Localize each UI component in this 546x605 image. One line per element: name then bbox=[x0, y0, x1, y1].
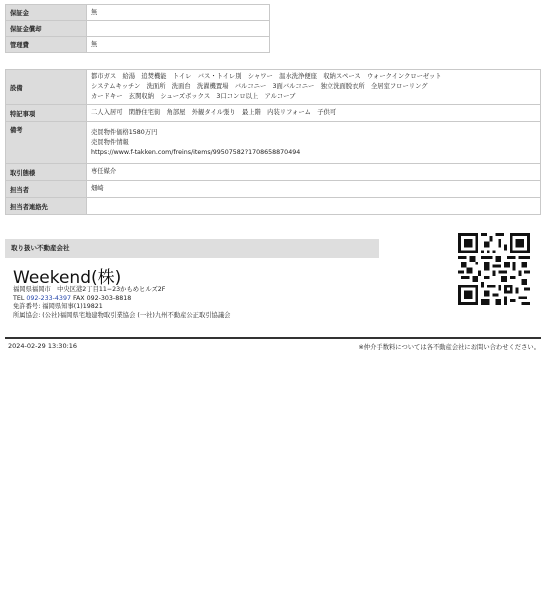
table-row bbox=[6, 181, 541, 198]
company-phone-line bbox=[13, 295, 230, 304]
row-label: 保証金償却 bbox=[6, 21, 87, 37]
table-row bbox=[6, 37, 270, 53]
company-association: 所属協会: (公社)福岡県宅地建物取引業協会 (一社)九州不動産公正取引協議会 bbox=[13, 311, 231, 319]
row-value: 無 bbox=[87, 37, 270, 53]
row-label: 管理費 bbox=[6, 37, 87, 53]
company-name: Weekend(株) bbox=[13, 268, 122, 288]
divider bbox=[5, 337, 541, 339]
phone-link[interactable]: 092-233-4397 bbox=[26, 294, 71, 302]
staff-label: 担当者 bbox=[6, 181, 87, 198]
company-info bbox=[13, 286, 230, 320]
fax-number: FAX 092-303-8818 bbox=[70, 294, 132, 302]
qr-code-icon bbox=[458, 233, 530, 305]
row-label: 保証金 bbox=[6, 5, 87, 21]
fee-table bbox=[5, 4, 270, 53]
special-label: 特記事項 bbox=[6, 105, 87, 122]
transaction-label: 取引態様 bbox=[6, 164, 87, 181]
staff-contact-label: 担当者連絡先 bbox=[6, 198, 87, 215]
table-row bbox=[6, 164, 541, 181]
equipment-line: 都市ガス 給湯 追焚機能 トイレ バス・トイレ別 シャワー 温水洗浄便座 収納スペース ウォークインクローゼット bbox=[91, 73, 442, 80]
remarks-line: 売買物件価格1580万円 bbox=[91, 128, 158, 136]
company-section-title: 取り扱い不動産会社 bbox=[5, 239, 379, 258]
details-table bbox=[5, 69, 541, 215]
special-value: 二人入居可 閑静住宅街 角部屋 外観タイル張り 最上階 内装リフォーム 子供可 bbox=[87, 105, 541, 122]
row-value bbox=[87, 21, 270, 37]
table-row bbox=[6, 5, 270, 21]
remarks-url-link[interactable]: https://www.f-takken.com/freins/items/99507582?1708658870494 bbox=[91, 148, 301, 156]
table-row bbox=[6, 105, 541, 122]
transaction-value: 専任媒介 bbox=[87, 164, 541, 181]
equipment-label: 設備 bbox=[6, 70, 87, 105]
equipment-line: システムキッチン 洗面所 洗面台 洗濯機置場 バルコニー 3面バルコニー 独立洗面脱衣所 全居室フローリング bbox=[91, 83, 428, 90]
timestamp: 2024-02-29 13:30:16 bbox=[8, 342, 78, 350]
table-row bbox=[6, 70, 541, 105]
equipment-line: カードキー 玄関収納 シューズボックス 3口コンロ以上 アルコーブ bbox=[91, 93, 296, 100]
tel-prefix: TEL bbox=[13, 294, 27, 302]
company-address: 福岡県福岡市 中央区港2丁目11−23かもめヒルズ2F bbox=[13, 286, 166, 293]
row-value: 無 bbox=[87, 5, 270, 21]
remarks-line: 売買物件情報 bbox=[91, 138, 129, 146]
remarks-label: 備考 bbox=[6, 122, 87, 164]
equipment-value bbox=[87, 70, 541, 105]
table-row bbox=[6, 122, 541, 164]
table-row bbox=[6, 198, 541, 215]
table-row bbox=[6, 21, 270, 37]
fee-notice: ※仲介手数料については各不動産会社にお問い合わせください。 bbox=[358, 344, 540, 351]
company-license: 免許番号: 福岡県知事(1)19821 bbox=[13, 303, 103, 311]
staff-contact-value bbox=[87, 198, 541, 215]
remarks-value bbox=[87, 122, 541, 164]
staff-value: 畑崎 bbox=[87, 181, 541, 198]
